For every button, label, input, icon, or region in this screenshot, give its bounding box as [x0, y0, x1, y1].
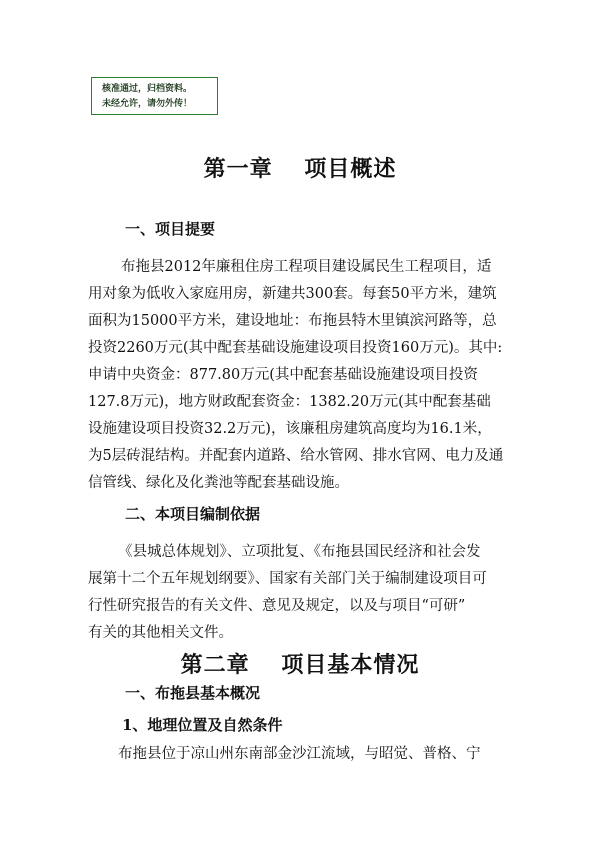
geography-line-1: 布拖县位于凉山州东南部金沙江流域，与昭觉、普格、宁 — [118, 746, 481, 762]
summary-line-6: 127.8万元)，地方财政配套资金：1382.20万元(其中配套基础 — [88, 394, 491, 410]
summary-line-1: 布拖县2012年廉租住房工程项目建设属民生工程项目，适 — [121, 259, 492, 275]
approval-stamp — [91, 77, 218, 115]
basis-line-4: 有关的其他相关文件。 — [88, 625, 233, 641]
stamp-line-2: 未经允许，请勿外传！ — [102, 99, 193, 109]
basis-line-2: 展第十二个五年规划纲要》、国家有关部门关于编制建设项目可 — [88, 571, 487, 587]
summary-line-2: 用对象为低收入家庭用房，新建共300套。每套50平方米，建筑 — [88, 286, 497, 302]
summary-line-7: 设施建设项目投资32.2万元)，该廉租房建筑高度均为16.1米， — [88, 421, 492, 437]
summary-line-3: 面积为15000平方米，建设地址：布拖县特木里镇滨河路等，总 — [88, 313, 497, 329]
summary-line-5: 申请中央资金：877.80万元(其中配套基础设施建设项目投资 — [88, 367, 478, 383]
subsection-geography-heading: 1、地理位置及自然条件 — [122, 716, 283, 734]
chapter-1-title: 第一章 项目概述 — [203, 156, 397, 182]
summary-line-4: 投资2260万元(其中配套基础设施建设项目投资160万元)。其中: — [88, 340, 503, 356]
summary-line-9: 信管线、绿化及化粪池等配套基础设施。 — [88, 475, 349, 491]
section-project-summary-heading: 一、项目提要 — [125, 220, 216, 238]
section-county-overview-heading: 一、布拖县基本概况 — [125, 684, 261, 702]
basis-line-3: 行性研究报告的有关文件、意见及规定，以及与项目“可研” — [88, 598, 466, 614]
basis-line-1: 《县城总体规划》、立项批复、《布拖县国民经济和社会发 — [118, 544, 481, 560]
summary-line-8: 为5层砖混结构。并配套内道路、给水管网、排水官网、电力及通 — [88, 448, 504, 464]
chapter-2-title: 第二章 项目基本情况 — [180, 652, 420, 678]
stamp-line-1: 核准通过，归档资料。 — [102, 84, 193, 94]
section-basis-heading: 二、本项目编制依据 — [125, 505, 261, 523]
